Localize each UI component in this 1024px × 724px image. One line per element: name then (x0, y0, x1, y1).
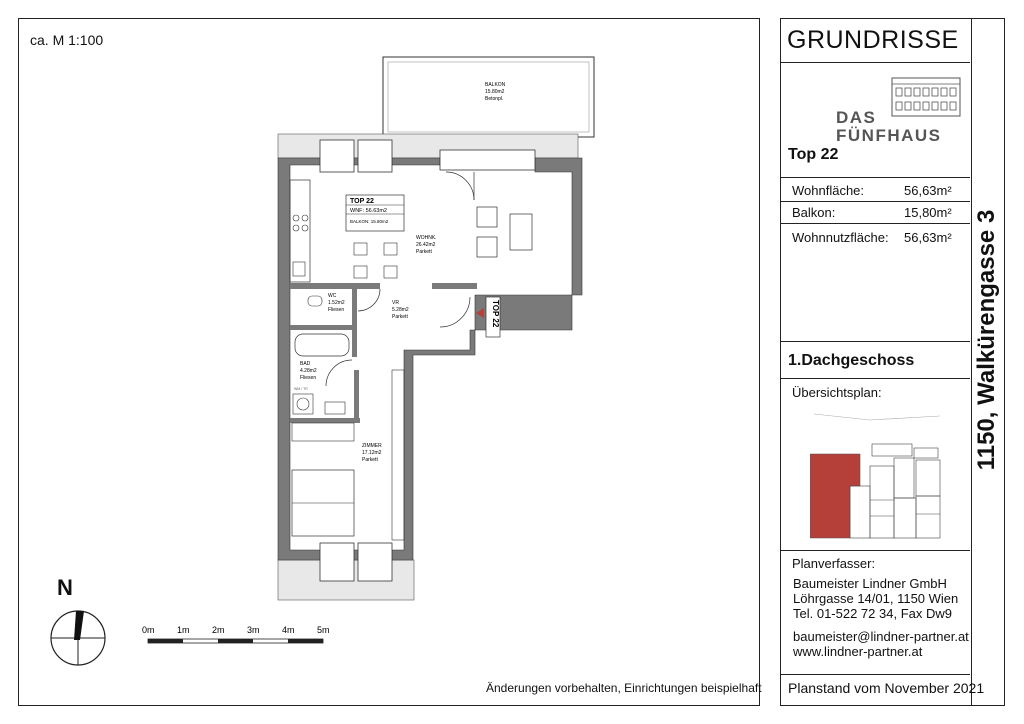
sink (325, 402, 345, 414)
bathtub (295, 334, 349, 356)
door-swing (446, 172, 474, 200)
armchair (477, 207, 497, 227)
plan-status: Planstand vom November 2021 (788, 680, 985, 696)
door-swing (358, 289, 380, 311)
logo-line-2: FÜNFHAUS (836, 126, 942, 145)
scale-label: ca. M 1:100 (30, 32, 104, 48)
unit-box-balkon: BALKON: 15.80m2 (350, 219, 389, 224)
wc-area: 1.52m2 (328, 300, 345, 306)
fact-value: 56,63m² (904, 183, 952, 198)
fact-label: Balkon: (792, 205, 836, 220)
wall-bath-side (354, 370, 359, 423)
wc-name: WC (328, 293, 337, 299)
unit-box-title: TOP 22 (350, 198, 374, 205)
armchair (477, 237, 497, 257)
scale-tick-label: 4m (282, 625, 295, 635)
living-floor: Parkett (416, 249, 432, 255)
dining-chair (354, 243, 367, 255)
wall-wc-top (290, 283, 380, 289)
fact-value: 56,63m² (904, 230, 952, 245)
building-icon (890, 72, 962, 118)
living-area: 26.42m2 (416, 242, 436, 248)
bath-name: BAD (300, 361, 311, 367)
bedroom-name: ZIMMER (362, 443, 382, 449)
divider (780, 223, 970, 224)
scale-tick-label: 1m (177, 625, 190, 635)
overview-plan (810, 410, 950, 550)
planner-line: Tel. 01-522 72 34, Fax Dw9 (793, 606, 952, 621)
compass-icon (48, 608, 108, 668)
divider (780, 62, 970, 63)
hall-floor: Parkett (392, 314, 408, 320)
window-top-1 (320, 140, 354, 172)
wall-bath-bottom (290, 418, 360, 423)
fact-label: Wohnnutzfläche: (792, 230, 889, 245)
website-link[interactable]: www.lindner-partner.at (793, 644, 923, 659)
divider (780, 341, 970, 342)
unit-box-wnf: WNF: 56.63m2 (350, 208, 387, 214)
door-swing (326, 360, 352, 386)
wall-wc-bath (290, 325, 352, 330)
planner-line: Baumeister Lindner GmbH (793, 576, 947, 591)
coffee-table (510, 214, 532, 250)
entrance-label: TOP 22 (491, 300, 500, 328)
window-bottom-1 (320, 543, 354, 581)
desk (292, 423, 354, 441)
balcony-floor: Betonpl. (485, 96, 504, 102)
highlighted-unit (810, 454, 860, 538)
divider (780, 201, 970, 202)
dining-chair (354, 266, 367, 278)
email-link[interactable]: baumeister@lindner-partner.at (793, 629, 969, 644)
disclaimer: Änderungen vorbehalten, Einrichtungen beispielhaft (486, 681, 762, 695)
unit-title: Top 22 (788, 146, 839, 163)
wardrobe (392, 370, 404, 540)
floor-level: 1.Dachgeschoss (788, 352, 915, 369)
overview-label: Übersichtsplan: (792, 385, 882, 400)
balcony-door (440, 150, 535, 170)
window-bottom-2 (358, 543, 392, 581)
dining-chair (384, 243, 397, 255)
hall-area: 5.28m2 (392, 307, 409, 313)
hall-name: VR (392, 300, 399, 306)
wc-bowl (308, 296, 322, 306)
planner-line: Löhrgasse 14/01, 1150 Wien (793, 591, 959, 606)
north-label: N (57, 575, 73, 600)
scale-bar (140, 622, 340, 652)
living-name: WOHNK. (416, 235, 437, 241)
scale-tick-label: 3m (247, 625, 260, 635)
bedroom-area: 17.12m2 (362, 450, 382, 456)
scale-tick-label: 0m (142, 625, 155, 635)
dining-chair (384, 266, 397, 278)
bath-floor: Fliesen (300, 375, 317, 381)
scale-tick-label: 5m (317, 625, 330, 635)
fact-label: Wohnfläche: (792, 183, 865, 198)
wall-living-bottom (432, 283, 477, 289)
divider (780, 378, 970, 379)
wall-wc-side (352, 289, 357, 357)
balcony-name: BALKON (485, 82, 506, 88)
wc-floor: Fliesen (328, 307, 345, 313)
divider (780, 177, 970, 178)
bedroom-floor: Parkett (362, 457, 378, 463)
street-address: 1150, Walkürengasse 3 (973, 209, 1000, 471)
planner-label: Planverfasser: (792, 556, 876, 571)
divider (780, 550, 970, 551)
balcony-area: 15.80m2 (485, 89, 505, 95)
exterior-wall (278, 158, 582, 560)
scale-tick-label: 2m (212, 625, 225, 635)
washing-machine (293, 394, 313, 414)
fact-value: 15,80m² (904, 205, 952, 220)
bath-area: 4.28m2 (300, 368, 317, 374)
wm-label: WM / TR (294, 387, 308, 391)
divider (780, 674, 970, 675)
logo-line-1: DAS (836, 108, 877, 127)
door-swing (440, 297, 470, 327)
window-top-2 (358, 140, 392, 172)
sheet-title: GRUNDRISSE (787, 26, 959, 54)
